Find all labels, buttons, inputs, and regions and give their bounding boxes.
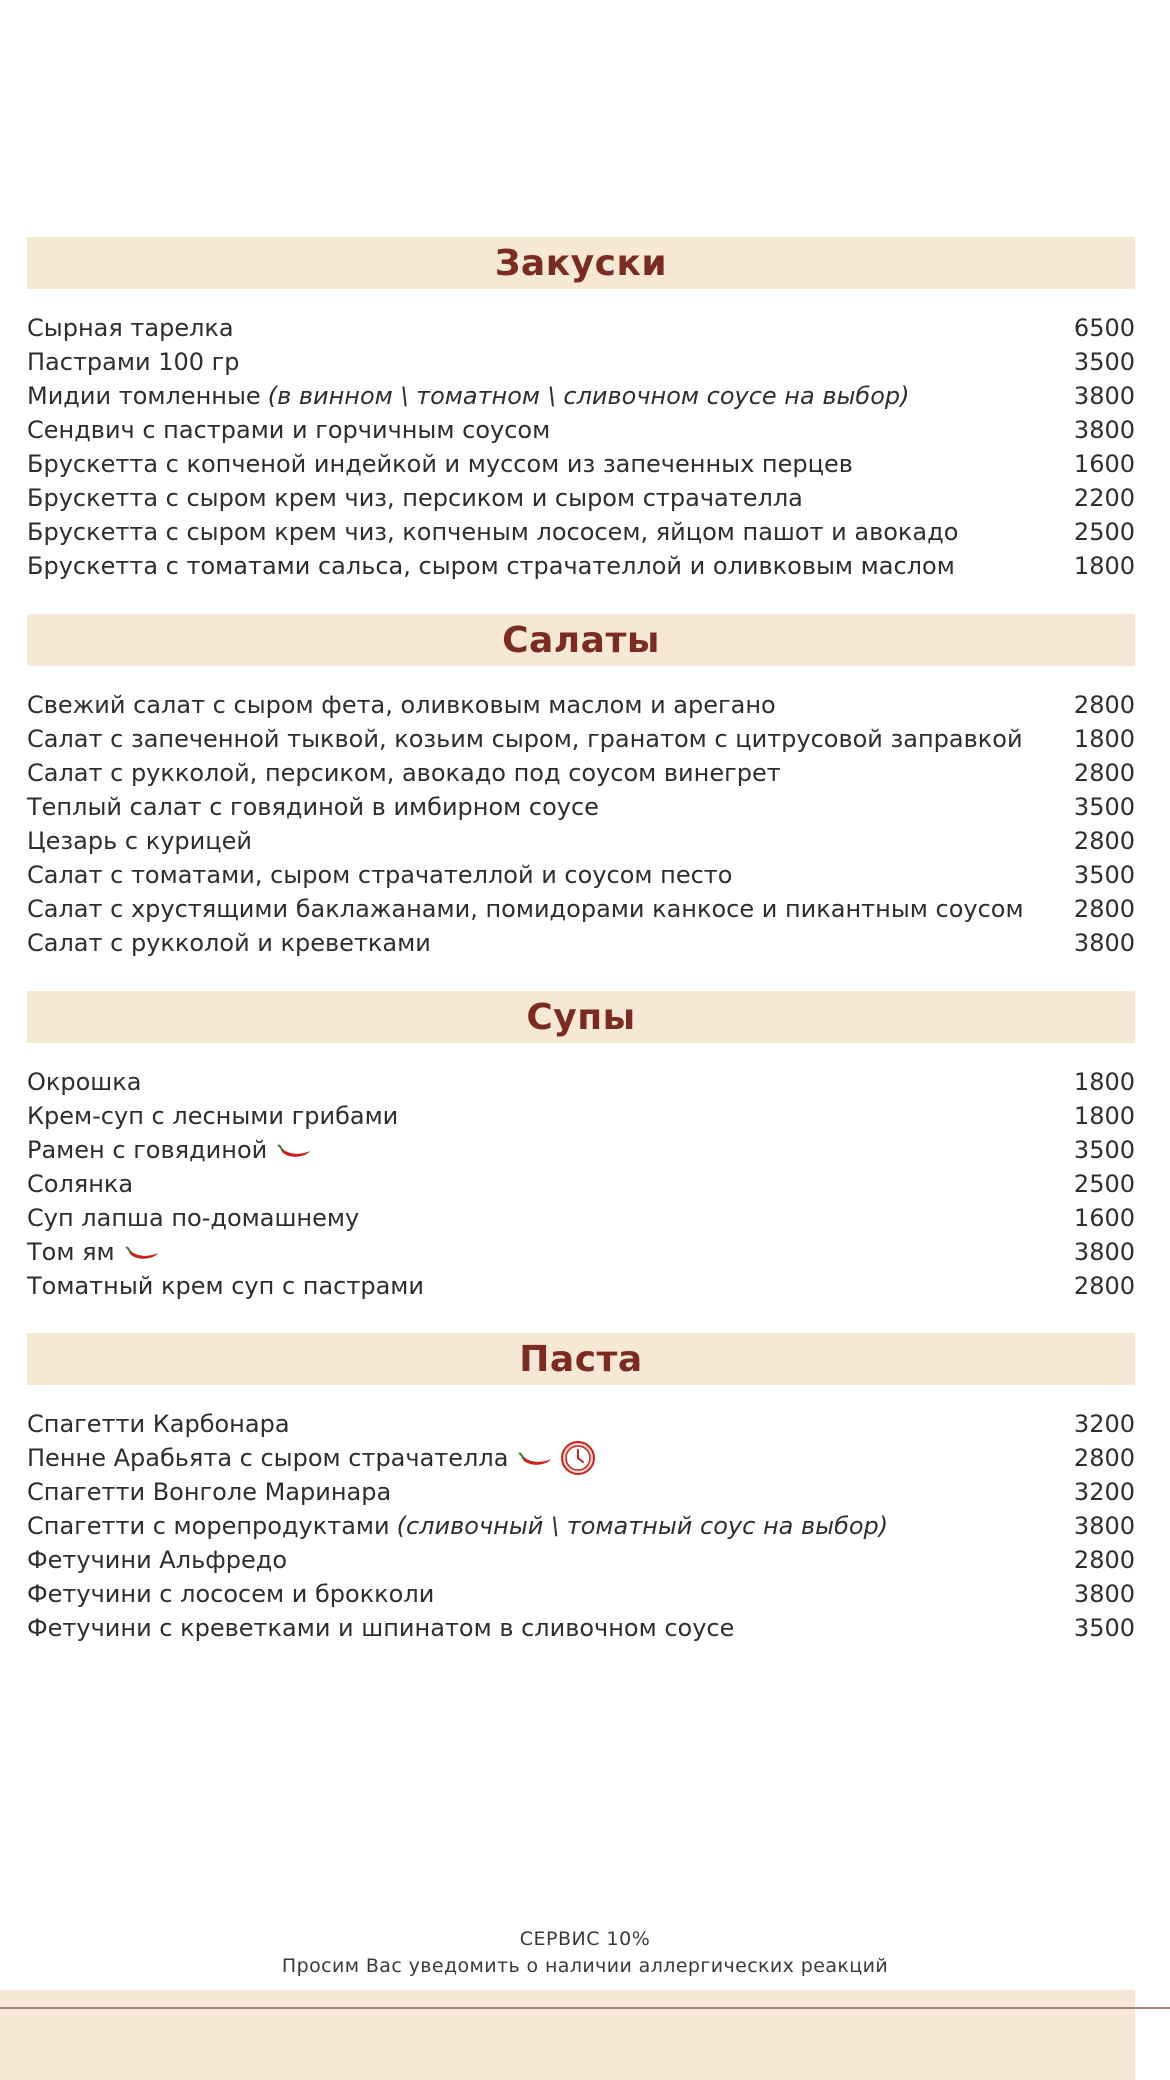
menu-item-price: 3500	[1073, 348, 1135, 376]
menu-item	[27, 1065, 1135, 1099]
menu-item	[27, 379, 1135, 413]
menu-item-name-group	[27, 1410, 290, 1438]
menu-item	[27, 311, 1135, 345]
section-header	[27, 991, 1135, 1043]
menu-item-price: 1800	[1073, 725, 1135, 753]
menu-item-name-group	[27, 1238, 161, 1266]
menu-item-price: 2800	[1073, 1546, 1135, 1574]
section-salads	[27, 614, 1135, 960]
menu-item-name: Том ям	[27, 1238, 115, 1266]
menu-item	[27, 1611, 1135, 1645]
menu-item-name-group	[27, 1440, 596, 1476]
menu-item-name: Брускетта с сыром крем чиз, персиком и сыром страчателла	[27, 484, 803, 512]
menu-item	[27, 688, 1135, 722]
menu-item-price: 1800	[1073, 1068, 1135, 1096]
menu-item-name: Салат с рукколой, персиком, авокадо под соусом винегрет	[27, 759, 781, 787]
menu-item-name-group	[27, 1478, 391, 1506]
menu-item-name-group	[27, 1170, 133, 1198]
menu-item-name: Брускетта с томатами сальса, сыром страчателлой и оливковым маслом	[27, 552, 955, 580]
menu-item-price: 3800	[1073, 382, 1135, 410]
menu-item-name: Крем-суп с лесными грибами	[27, 1102, 399, 1130]
menu-item-name-group	[27, 725, 1023, 753]
menu-item-name: Томатный крем суп с пастрами	[27, 1272, 424, 1300]
menu-item	[27, 756, 1135, 790]
menu-item	[27, 1543, 1135, 1577]
menu-item-name: Цезарь с курицей	[27, 827, 252, 855]
menu-item-price: 3800	[1073, 416, 1135, 444]
menu-item-price: 3800	[1073, 1580, 1135, 1608]
menu-item-price: 1800	[1073, 552, 1135, 580]
menu-item-price: 3800	[1073, 1512, 1135, 1540]
menu-item-note: (в винном \ томатном \ сливочном соусе на выбор)	[267, 382, 910, 410]
menu-item	[27, 858, 1135, 892]
menu-item-price: 1600	[1073, 1204, 1135, 1232]
menu-item-name-group	[27, 552, 955, 580]
menu-item-name: Мидии томленные	[27, 382, 261, 410]
menu-item-name: Свежий салат с сыром фета, оливковым маслом и арегано	[27, 691, 776, 719]
section-appetizers	[27, 237, 1135, 583]
menu-item-price: 3200	[1073, 1478, 1135, 1506]
section-header	[27, 614, 1135, 666]
menu-item	[27, 926, 1135, 960]
menu-item	[27, 1235, 1135, 1269]
section-title: Паста	[519, 1338, 643, 1380]
section-header	[27, 237, 1135, 289]
menu-item-name-group	[27, 793, 599, 821]
menu-item	[27, 722, 1135, 756]
chili-pepper-icon	[518, 1448, 554, 1468]
menu-item	[27, 790, 1135, 824]
menu-item-price: 1600	[1073, 450, 1135, 478]
menu-item-name-group	[27, 314, 234, 342]
menu-item-price: 3800	[1073, 1238, 1135, 1266]
menu-item	[27, 892, 1135, 926]
menu-item-name: Окрошка	[27, 1068, 142, 1096]
section-header	[27, 1333, 1135, 1385]
menu-item-name: Пенне Арабьята с сыром страчателла	[27, 1444, 509, 1472]
menu-item-name: Сендвич с пастрами и горчичным соусом	[27, 416, 551, 444]
menu-item-name: Фетучини с креветками и шпинатом в сливочном соусе	[27, 1614, 735, 1642]
menu-item	[27, 1577, 1135, 1611]
menu-item-name-group	[27, 484, 803, 512]
menu-item-name: Фетучини Альфредо	[27, 1546, 288, 1574]
menu-item-price: 3200	[1073, 1410, 1135, 1438]
menu-item-price: 3500	[1073, 793, 1135, 821]
menu-item-price: 2800	[1073, 1272, 1135, 1300]
menu-item-note: (сливочный \ томатный соус на выбор)	[396, 1512, 889, 1540]
menu-item-price: 3500	[1073, 1614, 1135, 1642]
clock-icon	[560, 1440, 596, 1476]
menu-item	[27, 481, 1135, 515]
menu-item-name: Рамен с говядиной	[27, 1136, 268, 1164]
menu-item-price: 2500	[1073, 518, 1135, 546]
menu-item-name-group	[27, 348, 239, 376]
bottom-divider	[0, 2007, 1170, 2009]
service-charge-note: СЕРВИС 10%	[519, 1928, 651, 1950]
menu-item-name-group	[27, 416, 550, 444]
menu-item-name-group	[27, 1546, 287, 1574]
menu-item	[27, 1441, 1135, 1475]
menu-item-price: 2500	[1073, 1170, 1135, 1198]
allergy-notice: Просим Вас уведомить о наличии аллергических реакций	[281, 1955, 889, 1977]
bottom-band	[0, 1990, 1135, 2080]
menu-item-name: Суп лапша по-домашнему	[27, 1204, 360, 1232]
menu-item-name-group	[27, 895, 1024, 923]
menu-item-name-group	[27, 518, 958, 546]
menu-item-name: Солянка	[27, 1170, 134, 1198]
items-list	[27, 311, 1135, 583]
menu-item	[27, 345, 1135, 379]
chili-pepper-icon	[125, 1242, 161, 1262]
menu-item-name: Теплый салат с говядиной в имбирном соусе	[27, 793, 599, 821]
menu-item	[27, 515, 1135, 549]
menu-item	[27, 824, 1135, 858]
menu-item-name: Фетучини с лососем и брокколи	[27, 1580, 435, 1608]
menu-item	[27, 1201, 1135, 1235]
menu-item-price: 2800	[1073, 691, 1135, 719]
menu-item	[27, 549, 1135, 583]
menu-item-name-group	[27, 759, 781, 787]
menu-item-name-group	[27, 929, 431, 957]
menu-item-name-group	[27, 1102, 398, 1130]
menu-item-name: Салат с хрустящими баклажанами, помидорами канкосе и пикантным соусом	[27, 895, 1024, 923]
menu-item-price: 3500	[1073, 861, 1135, 889]
menu-item-name: Брускетта с сыром крем чиз, копченым лососем, яйцом пашот и авокадо	[27, 518, 959, 546]
menu-item-name-group	[27, 1614, 734, 1642]
menu-item	[27, 1475, 1135, 1509]
menu-item-name: Пастрами 100 гр	[27, 348, 240, 376]
menu-item	[27, 1269, 1135, 1303]
menu-item	[27, 1099, 1135, 1133]
menu-item-name: Брускетта с копченой индейкой и муссом из запеченных перцев	[27, 450, 853, 478]
menu-item-price: 2800	[1073, 1444, 1135, 1472]
menu-item-name-group	[27, 382, 910, 410]
menu-item-name: Сырная тарелка	[27, 314, 234, 342]
chili-pepper-icon	[277, 1140, 313, 1160]
menu-item-name-group	[27, 1068, 141, 1096]
menu-item-name: Спагетти Карбонара	[27, 1410, 290, 1438]
menu-item	[27, 1509, 1135, 1543]
menu-item-name-group	[27, 691, 776, 719]
menu-item-price: 2800	[1073, 759, 1135, 787]
menu-item-name-group	[27, 1272, 424, 1300]
menu-item-name-group	[27, 1512, 888, 1540]
section-title: Салаты	[502, 619, 660, 661]
menu-item-price: 2800	[1073, 827, 1135, 855]
menu-item-name: Салат с рукколой и креветками	[27, 929, 431, 957]
menu-item-price: 3800	[1073, 929, 1135, 957]
section-title: Закуски	[494, 242, 668, 284]
menu-item-name-group	[27, 450, 853, 478]
menu-item-name: Салат с запеченной тыквой, козьим сыром, гранатом с цитрусовой заправкой	[27, 725, 1023, 753]
menu-item-name-group	[27, 1580, 434, 1608]
section-soups	[27, 991, 1135, 1303]
menu-item-price: 2800	[1073, 895, 1135, 923]
menu-item-name-group	[27, 861, 732, 889]
items-list	[27, 1065, 1135, 1303]
menu-item-name: Спагетти с морепродуктами	[27, 1512, 390, 1540]
menu-item	[27, 1407, 1135, 1441]
menu-item-price: 3500	[1073, 1136, 1135, 1164]
menu-item-name-group	[27, 827, 252, 855]
menu-item-price: 2200	[1073, 484, 1135, 512]
items-list	[27, 688, 1135, 960]
menu-item	[27, 1167, 1135, 1201]
menu-item	[27, 413, 1135, 447]
menu-item-name-group	[27, 1204, 359, 1232]
section-title: Супы	[526, 996, 636, 1038]
menu-item-price: 6500	[1073, 314, 1135, 342]
section-pasta	[27, 1333, 1135, 1645]
menu-item-price: 1800	[1073, 1102, 1135, 1130]
menu-item-name: Салат с томатами, сыром страчателлой и соусом песто	[27, 861, 733, 889]
menu-item	[27, 447, 1135, 481]
menu-item	[27, 1133, 1135, 1167]
menu-item-name-group	[27, 1136, 313, 1164]
items-list	[27, 1407, 1135, 1645]
menu-item-name: Спагетти Вонголе Маринара	[27, 1478, 392, 1506]
